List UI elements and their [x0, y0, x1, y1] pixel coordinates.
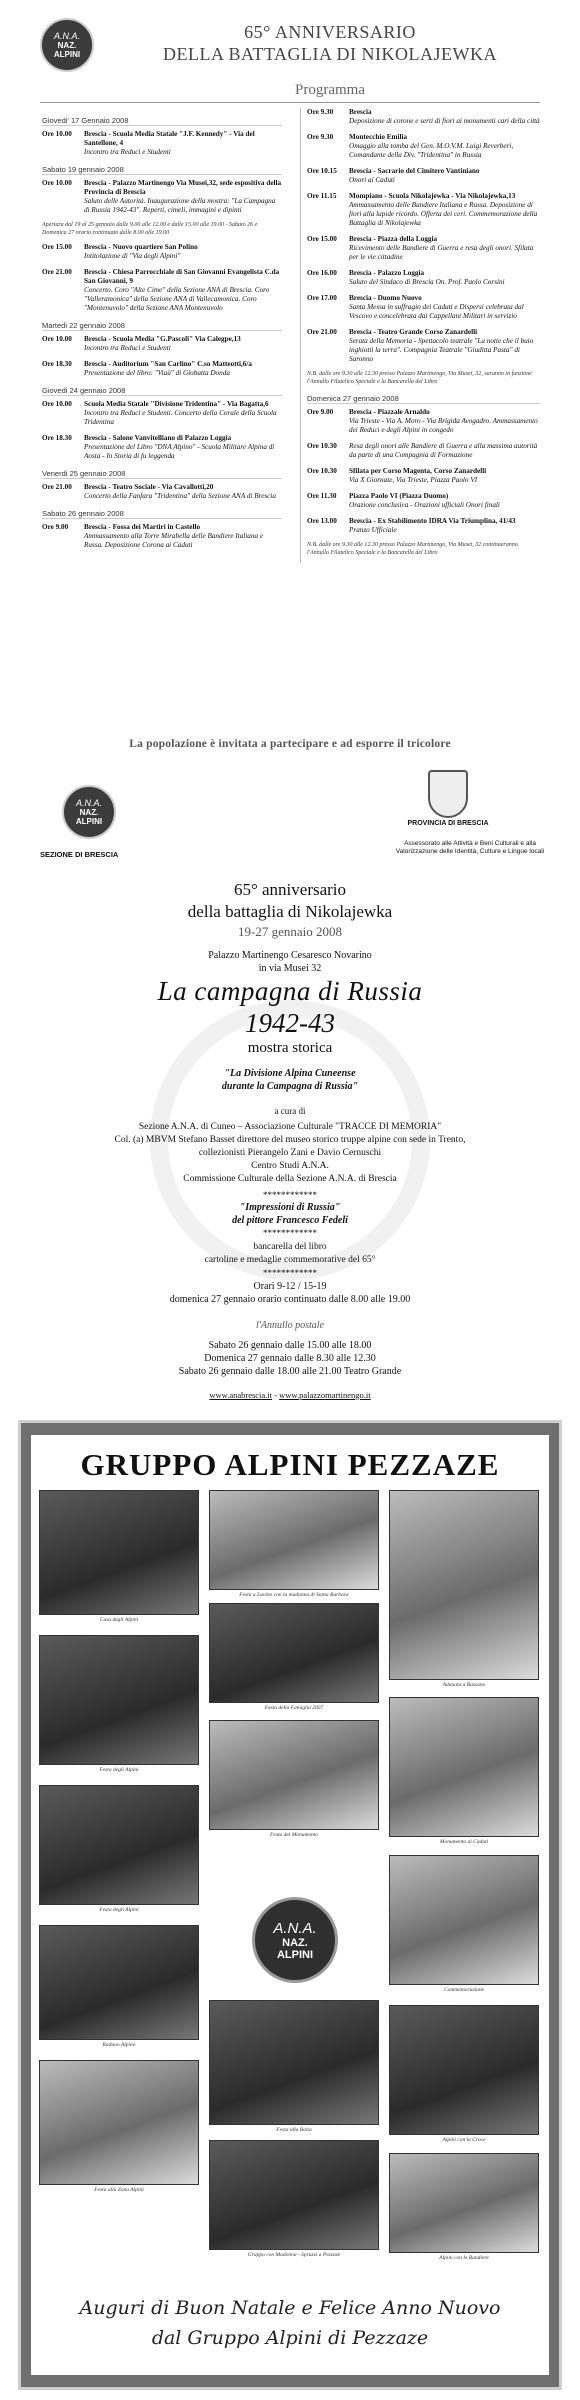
- provincia-crest-icon: [428, 770, 468, 818]
- photo-festa-alpini-2: [39, 1785, 199, 1905]
- event-time: Ore 17.00: [307, 294, 337, 302]
- event-location: Piazza Paolo VI (Piazza Duomo): [349, 492, 449, 500]
- event-location: Brescia - Sacrario del Cimitero Vantiniano: [349, 167, 480, 175]
- event-body: [84, 434, 282, 461]
- curator-line: collezionisti Pierangelo Zani e Davio Cernuschi: [198, 1148, 382, 1158]
- event-location: Brescia: [349, 108, 372, 116]
- event-body: [349, 167, 540, 185]
- event-body: [349, 235, 540, 262]
- assessorato-label: Assessorato alle Attività e Beni Culturali e alla Valorizzazione delle Identità, Culture e Lingue locali: [395, 840, 545, 855]
- exhibit-years: 1942-43: [245, 1008, 335, 1038]
- exhibit-title: La campagna di Russia: [157, 976, 423, 1006]
- schedule-event: [307, 492, 540, 510]
- logo-text-alpini: ALPINI: [75, 817, 103, 826]
- exhibit-opening-note: Apertura dal 19 al 25 gennaio dalle 9.00 alle 12.00 e dalle 15.00 alle 19.00 - Sabato 26 e Domenica 27 orario continuato dalle 8.00 alle 19.00: [42, 222, 258, 236]
- event-location: Sfilata per Corso Magenta, Corso Zanardelli: [349, 467, 487, 475]
- event-body: [349, 192, 540, 228]
- photo-festa-monumento: [209, 1720, 379, 1830]
- event-location: Brescia - Duomo Nuovo: [349, 294, 422, 302]
- photo-bandiere: [389, 2153, 539, 2253]
- event-location: Brescia - Scuola Media "G.Pascoli" Via Calegpe,13: [84, 335, 241, 343]
- schedule-event: [307, 167, 540, 185]
- event-location: Scuola Media Statale "Divisione Tridentina" - Via Bagatta,6: [84, 400, 269, 408]
- exhibit-address: in via Musei 32: [258, 963, 322, 974]
- event-time: Ore 11.15: [307, 192, 337, 200]
- photo-monumento-caduti: [389, 1697, 539, 1837]
- event-time: Ore 15.00: [307, 235, 337, 243]
- schedule-event: [42, 179, 282, 215]
- event-body: [349, 269, 540, 287]
- logo-text-naz: NAZ.: [79, 808, 99, 817]
- event-description: Serata della Memoria - Spettacolo teatrale "La notte che il buio inghiottì la terra". Compagnia Teatrale "Giuditta Pasta" di Saronno: [349, 337, 534, 363]
- battle-title: DELLA BATTAGLIA DI NIKOLAJEWKA: [162, 44, 497, 64]
- curator-line: Col. (a) MBVM Stefano Basset direttore del museo storico truppe alpine con sede in Trento,: [114, 1135, 466, 1145]
- schedule-event: [307, 408, 540, 435]
- event-description: Presentazione del libro: "Viaù" di Giobatta Donda: [84, 369, 230, 377]
- postmark-time: Sabato 26 gennaio dalle 15.00 alle 18.00: [208, 1340, 372, 1351]
- photo-caption: Alpini con la Croce: [442, 2137, 486, 2143]
- ana-logo: [40, 18, 94, 72]
- programme-section: [0, 0, 580, 859]
- schedule-event: [42, 268, 282, 313]
- event-location: Brescia - Palazzo Loggia: [349, 269, 425, 277]
- logo-text-alpini: ALPINI: [276, 1948, 314, 1961]
- photo-caption: Commemorazione: [443, 1987, 485, 1993]
- schedule-event: [42, 360, 282, 378]
- event-time: Ore 9.30: [307, 133, 334, 141]
- event-time: Ore 13.00: [307, 517, 337, 525]
- event-description: Concerto della Fanfara "Tridentina" della Sezione ANA di Brescia: [84, 492, 276, 500]
- event-time: Ore 10.30: [307, 442, 337, 450]
- schedule-day-heading: Sabato 26 gennaio 2008: [42, 509, 282, 519]
- curator-line: Centro Studi A.N.A.: [251, 1161, 329, 1171]
- event-time: Ore 9.30: [307, 108, 334, 116]
- schedule-event: [307, 328, 540, 364]
- event-body: [349, 294, 540, 321]
- photo-caption: Casa degli Alpini: [99, 1617, 139, 1623]
- event-description: Santa Messa in suffragio dei Caduti e Dispersi celebrata dal Vescovo e concelebrata dai Cappellani Militari in servizio: [349, 303, 524, 320]
- schedule-event: [307, 192, 540, 228]
- photo-caption: Festa alla Zona Alpini: [94, 2187, 144, 2193]
- schedule-event: [307, 108, 540, 126]
- schedule-event: [307, 517, 540, 535]
- event-body: [84, 483, 282, 501]
- event-description: Incontro tra Reduci e Studenti. Concerto della Corale della Scuola Tridentina: [84, 409, 277, 426]
- bookstall-line: cartoline e medaglie commemorative del 65°: [204, 1255, 376, 1265]
- event-body: [349, 133, 540, 160]
- separator-stars: ************: [263, 1268, 317, 1278]
- photo-raduno: [39, 1925, 199, 2040]
- websites: [20, 1390, 560, 1400]
- greeting-line-1: Auguri di Buon Natale e Felice Anno Nuovo: [79, 2297, 501, 2319]
- painter-name: del pittore Francesco Fedeli: [232, 1215, 348, 1226]
- schedule-event: [307, 133, 540, 160]
- anniversary-title: 65° ANNIVERSARIO: [244, 22, 416, 42]
- event-location: Brescia - Salone Vanvitelliano di Palazzo Loggia: [84, 434, 232, 442]
- logo-text-naz: NAZ.: [282, 1936, 308, 1949]
- pezzaze-greeting-card: [18, 1420, 562, 2390]
- event-location: Brescia - Fossa dei Martiri in Castello: [84, 523, 201, 531]
- event-description: Via X Giornate, Via Trieste, Piazza Paolo VI: [349, 476, 478, 484]
- exhibit-dates: 19-27 gennaio 2008: [238, 924, 342, 939]
- event-time: Ore 21.00: [42, 268, 72, 276]
- sezione-logo: [62, 785, 116, 839]
- event-location: Brescia - Ex Stabilimento IDRA Via Triumplina, 41/43: [349, 517, 516, 525]
- photo-caption: Festa degli Alpini: [99, 1767, 139, 1773]
- schedule-event: [42, 243, 282, 261]
- separator-stars: ************: [263, 1228, 317, 1238]
- schedule-event: [307, 235, 540, 262]
- event-description: Deposizione di corone e serti di fiori ai monumenti cari della città: [349, 117, 540, 125]
- event-body: [349, 467, 540, 485]
- event-description: Presentazione del Libro "DNA Alpino" - Scuola Militare Alpina di Aosta - In Storia di fu leggenda: [84, 443, 275, 460]
- curated-by-label: a cura di: [274, 1106, 306, 1116]
- schedule-day-heading: Giovedi' 17 Gennaio 2008: [42, 116, 282, 126]
- postmark-heading: l'Annullo postale: [256, 1320, 324, 1331]
- annullo-note: N.B. dalle ore 9.30 alle 12.30 presso Palazzo Martinengo, Via Musei, 32, saranno in funzione l'Annullo Filatelico Speciale e la Bancarella del Libro: [307, 371, 532, 385]
- schedule-event: [42, 523, 282, 550]
- photo-adunata: [389, 1490, 539, 1680]
- event-time: Ore 9.00: [42, 523, 69, 531]
- event-body: [84, 179, 282, 215]
- exhibit-battle: della battaglia di Nikolajewka: [187, 902, 393, 921]
- event-location: Montecchio Emilia: [349, 133, 408, 141]
- programme-heading: Programma: [295, 82, 365, 98]
- event-body: [84, 335, 282, 353]
- event-description: Onori ai Caduti: [349, 176, 395, 184]
- event-location: Brescia - Piazza della Loggia: [349, 235, 438, 243]
- photo-festa-baita: [209, 2000, 379, 2125]
- event-location: Brescia - Chiesa Parrocchiale di San Giovanni Evangelista C.da San Giovanni, 9: [84, 268, 280, 285]
- schedule-event: [307, 442, 540, 460]
- event-body: [84, 360, 282, 378]
- event-description: Saluto del Sindaco di Brescia On. Prof. Paolo Corsini: [349, 278, 505, 286]
- event-time: Ore 16.00: [307, 269, 337, 277]
- schedule-event: [42, 130, 282, 157]
- event-time: Ore 10.15: [307, 167, 337, 175]
- event-body: [84, 130, 282, 157]
- bookstall-line: bancarella del libro: [253, 1242, 327, 1252]
- photo-casa-alpini: [39, 1490, 199, 1615]
- event-description: Incontro tra Reduci e Studenti: [84, 148, 171, 156]
- schedule-event: [42, 434, 282, 461]
- exhibit-theme-2: durante la Campagna di Russia": [221, 1081, 359, 1092]
- curator-line: Commissione Culturale della Sezione A.N.A. di Brescia: [183, 1174, 397, 1184]
- event-description: Intitolazione di "Via degli Alpini": [84, 252, 181, 260]
- event-description: Ammassamento alla Torre Mirabella delle Bandiere Italiana e Russa. Deposizione Corona ai Caduti: [84, 532, 264, 549]
- event-time: Ore 10.30: [307, 467, 337, 475]
- photo-caption: Adunata a Bassano: [442, 1682, 486, 1688]
- event-description: Ricevimento delle Bandiere di Guerra e resa degli onori. Sfilata per le vie cittadine: [349, 244, 534, 261]
- schedule-day-heading: Martedi 22 gennaio 2008: [42, 321, 282, 331]
- schedule-event: [42, 335, 282, 353]
- curator-line: Sezione A.N.A. di Cuneo – Associazione Culturale "TRACCE DI MEMORIA": [138, 1122, 442, 1132]
- schedule-event: [42, 400, 282, 427]
- divider: [40, 102, 540, 103]
- logo-text-ana: A.N.A.: [53, 31, 80, 41]
- event-body: [349, 492, 540, 510]
- photo-caption: Raduno Alpino: [102, 2042, 136, 2048]
- annullo-note: N.B. dalle ore 9.30 alle 12.30 presso Palazzo Martinengo, Via Musei, 32 continueranno l'Annullo Filatelico Speciale e la Bancarella del Libro: [307, 542, 518, 556]
- event-location: Brescia - Teatro Grande Corso Zanardelli: [349, 328, 478, 336]
- logo-text-alpini: ALPINI: [53, 50, 81, 59]
- event-body: [84, 243, 282, 261]
- event-body: [84, 268, 282, 313]
- separator-stars: ************: [263, 1190, 317, 1200]
- event-description: Omaggio alla tomba del Gen. M.O.V.M. Luigi Reverberi, Comandante della Div. "Tridentina" in Russia: [349, 142, 514, 159]
- ana-center-logo: [252, 1897, 338, 1983]
- sezione-label: SEZIONE DI BRESCIA: [40, 850, 119, 859]
- schedule-right-column: [300, 108, 540, 563]
- event-description: Saluto delle Autorità. Inaugurazione della mostra: "La Campagna di Russia 1942-43". Reperti, cimeli, immagini e dipinti: [84, 197, 276, 214]
- photo-madonna: [209, 2140, 379, 2250]
- photo-festa-famiglia: [209, 1603, 379, 1703]
- photo-caption: Alpini con le Bandiere: [439, 2255, 489, 2261]
- event-time: Ore 21.00: [307, 328, 337, 336]
- exhibit-venue: Palazzo Martinengo Cesaresco Novarino: [208, 950, 372, 961]
- opening-hours: Orari 9-12 / 15-19: [253, 1281, 327, 1292]
- exhibit-theme-1: "La Divisione Alpina Cuneense: [224, 1068, 356, 1079]
- event-time: Ore 18.30: [42, 434, 72, 442]
- event-body: [349, 517, 540, 535]
- schedule-event: [42, 483, 282, 501]
- event-location: Brescia - Auditorium "San Carlino" C.so Matteotti,6/a: [84, 360, 252, 368]
- logo-text-ana: A.N.A.: [273, 1919, 317, 1937]
- exhibition-section: [0, 870, 580, 1410]
- event-description: Concerto. Coro "Alte Cime" della Sezione ANA di Brescia. Coro "Valleramonica" della Sezione ANA di Vallecamonica. Coro "Montenuvolo" della Sezione ANA Montenuvolo: [84, 286, 270, 312]
- provincia-label: PROVINCIA DI BRESCIA: [407, 820, 489, 827]
- schedule-day-heading: Domenica 27 gennaio 2008: [307, 394, 540, 404]
- photo-caption: Festa degli Alpini: [99, 1907, 139, 1913]
- greeting-line-2: dal Gruppo Alpini di Pezzaze: [151, 2327, 429, 2349]
- event-location: Brescia - Nuovo quartiere San Polino: [84, 243, 198, 251]
- event-description: Pranzo Ufficiale: [349, 526, 397, 534]
- link-anabrescia[interactable]: www.anabrescia.it: [209, 1390, 273, 1400]
- logo-text-naz: NAZ.: [57, 41, 77, 50]
- event-time: Ore 10.00: [42, 400, 72, 408]
- event-description: Via Trieste - Via A. Moro - Via Brigida Avogadro. Ammassamento dei Reduci e degli Alpini in congedo: [349, 417, 538, 434]
- photo-caption: Festa a Lavino con la madonna di Santa Barbara: [239, 1592, 349, 1598]
- event-body: [84, 400, 282, 427]
- event-time: Ore 10.00: [42, 335, 72, 343]
- event-description: Ammassamento delle Bandiere Italiana e Russa. Deposizione di fiori alla lapide ricordo. Offerta dei ceri. Commemorazione della Battaglia di Nikolajewka: [349, 201, 538, 227]
- event-location: Brescia - Teatro Sociale - Via Cavallotti,20: [84, 483, 214, 491]
- event-time: Ore 11.30: [307, 492, 337, 500]
- event-time: Ore 18.30: [42, 360, 72, 368]
- event-time: Ore 15.00: [42, 243, 72, 251]
- event-time: Ore 9.00: [307, 408, 334, 416]
- postmark-time: Domenica 27 gennaio dalle 8.30 alle 12.30: [204, 1353, 376, 1364]
- event-body: [349, 442, 540, 460]
- photo-caption: Festa del Monumento: [270, 1832, 318, 1838]
- schedule-event: [307, 294, 540, 321]
- card-inner: [31, 1435, 549, 2375]
- photo-festa-lavino: [209, 1490, 379, 1590]
- event-body: [349, 108, 540, 126]
- photo-festa-alpini: [39, 1635, 199, 1765]
- schedule-event: [307, 467, 540, 485]
- photo-alpini-croce: [389, 2005, 539, 2135]
- painter-exhibit-title: "Impressioni di Russia": [239, 1202, 341, 1213]
- photo-caption: Festa alla Baita: [276, 2127, 312, 2133]
- event-location: Brescia - Piazzale Arnaldo: [349, 408, 430, 416]
- event-location: Brescia - Palazzo Martinengo Via Musei,32, sede espositiva della Provincia di Brescia: [84, 179, 282, 196]
- event-description: Incontro tra Reduci e Studenti: [84, 344, 171, 352]
- photo-caption: Monumento ai Caduti: [439, 1839, 489, 1845]
- exhibit-subtitle: mostra storica: [247, 1040, 333, 1056]
- event-location: Brescia - Scuola Media Statale "J.F. Kennedy" - Via del Santellone, 4: [84, 130, 255, 147]
- event-description: Orazione conclusiva - Orazioni ufficiali Onori finali: [349, 501, 500, 509]
- schedule-event: [307, 269, 540, 287]
- event-time: Ore 10.00: [42, 179, 72, 187]
- schedule-day-heading: Sabato 19 gennaio 2008: [42, 165, 282, 175]
- event-body: [349, 328, 540, 364]
- photo-zona-alpini: [39, 2060, 199, 2185]
- schedule-left-column: [42, 108, 282, 557]
- schedule-day-heading: Venerdi 25 gennaio 2008: [42, 469, 282, 479]
- photo-commemorazione: [389, 1855, 539, 1985]
- invitation-banner: La popolazione è invitata a partecipare e ad esporre il tricolore: [129, 738, 451, 750]
- event-time: Ore 21.00: [42, 483, 72, 491]
- link-palazzomartinengo[interactable]: www.palazzomartinengo.it: [279, 1390, 371, 1400]
- event-description: Resa degli onori alle Bandiere di Guerra e alla massima autorità da parte di una Compagnia di Formazione: [349, 442, 538, 459]
- sunday-hours: domenica 27 gennaio orario continuato dalle 8.00 alle 19.00: [169, 1294, 411, 1305]
- schedule-day-heading: Giovedi 24 gennaio 2008: [42, 386, 282, 396]
- event-time: Ore 10.00: [42, 130, 72, 138]
- group-title: GRUPPO ALPINI PEZZAZE: [80, 1447, 500, 1482]
- exhibit-anniversary: 65° anniversario: [233, 880, 347, 899]
- event-body: [349, 408, 540, 435]
- link-separator: -: [272, 1390, 280, 1400]
- photo-caption: Gruppo con Madonna - Spruzzi a Pezzaze: [247, 2252, 341, 2258]
- postmark-time: Sabato 26 gennaio dalle 18.00 alle 21.00 Teatro Grande: [178, 1366, 402, 1377]
- event-location: Mompiano - Scuola Nikolajewka - Via Nikolajewka,13: [349, 192, 516, 200]
- event-body: [84, 523, 282, 550]
- logo-text-ana: A.N.A.: [75, 798, 102, 808]
- photo-caption: Festa della Famiglia 2007: [264, 1705, 324, 1711]
